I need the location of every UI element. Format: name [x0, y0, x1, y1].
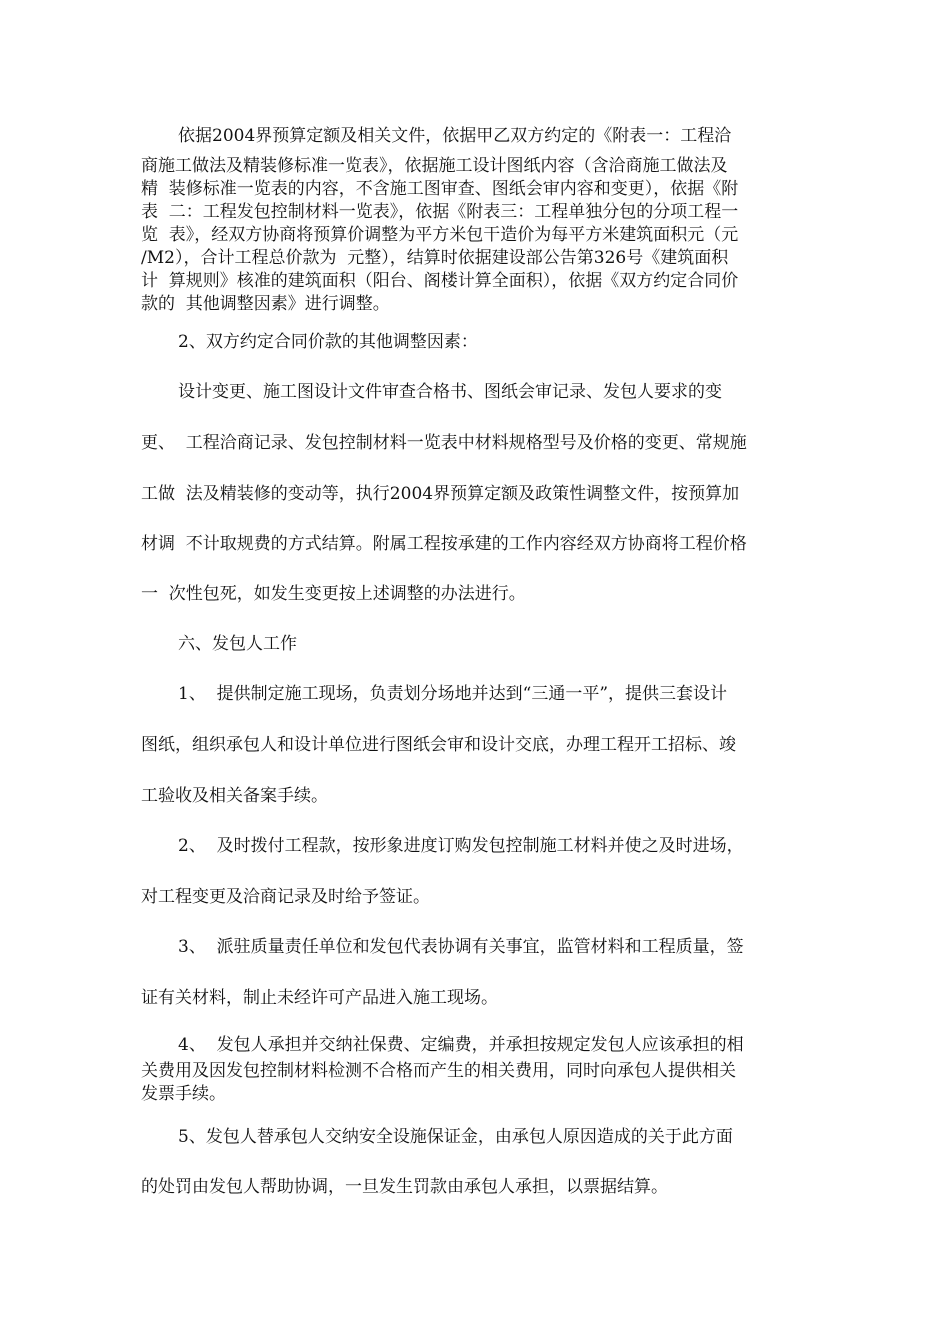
text-line: 览 表》，经双方协商将预算价调整为平方米包干造价为每平方米建筑面积元（元 [141, 225, 739, 245]
text-line: 表 二：工程发包控制材料一览表》，依据《附表三：工程单独分包的分项工程一 [141, 202, 739, 222]
text-line: 证有关材料，制止未经许可产品进入施工现场。 [141, 988, 498, 1008]
list-item-line: 5、发包人替承包人交纳安全设施保证金，由承包人原因造成的关于此方面 [178, 1127, 733, 1147]
text-line: 设计变更、施工图设计文件审查合格书、图纸会审记录、发包人要求的变 [178, 382, 722, 402]
text-line: 商施工做法及精装修标准一览表》，依据施工设计图纸内容（含洽商施工做法及 [141, 156, 728, 176]
section-heading: 2、双方约定合同价款的其他调整因素： [178, 332, 478, 352]
text-line: 图纸，组织承包人和设计单位进行图纸会审和设计交底，办理工程开工招标、竣 [141, 735, 736, 755]
text-line: 发票手续。 [141, 1084, 226, 1104]
text-line: 关费用及因发包控制材料检测不合格而产生的相关费用，同时向承包人提供相关 [141, 1061, 736, 1081]
text-line: 一 次性包死，如发生变更按上述调整的办法进行。 [141, 584, 526, 604]
text-line: 依据2004界预算定额及相关文件，依据甲乙双方约定的《附表一：工程洽 [178, 126, 732, 146]
section-heading: 六、发包人工作 [178, 634, 297, 654]
list-item-line: 3、 派驻质量责任单位和发包代表协调有关事宜，监管材料和工程质量，签 [178, 937, 744, 957]
text-line: 更、 工程洽商记录、发包控制材料一览表中材料规格型号及价格的变更、常规施 [141, 433, 747, 453]
text-line: 工验收及相关备案手续。 [141, 786, 328, 806]
text-line: 的处罚由发包人帮助协调，一旦发生罚款由承包人承担，以票据结算。 [141, 1177, 668, 1197]
text-line: 精 装修标准一览表的内容，不含施工图审查、图纸会审内容和变更），依据《附 [141, 179, 739, 199]
text-line: /M2），合计工程总价款为 元整），结算时依据建设部公告第326号《建筑面积 [141, 248, 729, 268]
text-line: 对工程变更及洽商记录及时给予签证。 [141, 887, 430, 907]
list-item-line: 4、 发包人承担并交纳社保费、定编费，并承担按规定发包人应该承担的相 [178, 1035, 744, 1055]
text-line: 材调 不计取规费的方式结算。附属工程按承建的工作内容经双方协商将工程价格 [141, 534, 747, 554]
text-line: 计 算规则》核准的建筑面积（阳台、阁楼计算全面积），依据《双方约定合同价 [141, 271, 739, 291]
text-line: 款的 其他调整因素》进行调整。 [141, 294, 390, 314]
list-item-line: 2、 及时拨付工程款，按形象进度订购发包控制施工材料并使之及时进场， [178, 836, 744, 856]
list-item-line: 1、 提供制定施工现场，负责划分场地并达到“三通一平”，提供三套设计 [178, 684, 728, 704]
text-line: 工做 法及精装修的变动等，执行2004界预算定额及政策性调整文件，按预算加 [141, 484, 740, 504]
